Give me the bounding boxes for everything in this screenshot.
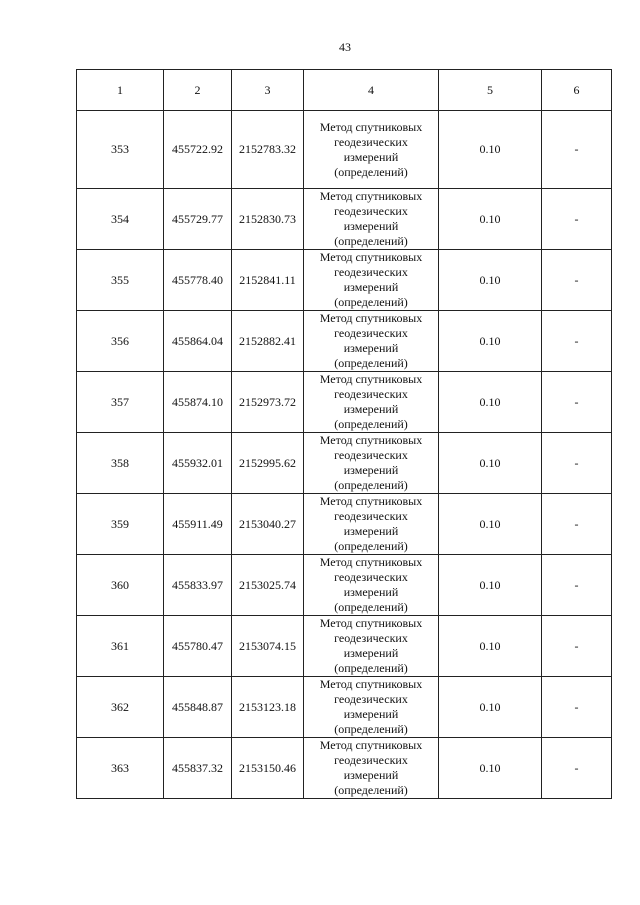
method-line: геодезических	[334, 326, 408, 340]
method-line: геодезических	[334, 631, 408, 645]
method-line: (определений)	[334, 295, 408, 309]
table-body	[77, 111, 612, 799]
note-cell: -	[542, 433, 612, 494]
method-line: измерений	[343, 280, 399, 294]
method-cell	[304, 111, 439, 189]
table-row	[77, 311, 612, 372]
method-line: измерений	[343, 341, 399, 355]
method-line: Метод спутниковых	[319, 119, 423, 134]
x-coordinate-cell: 455778.40	[164, 250, 232, 311]
header-col-3: 3	[232, 70, 304, 111]
method-line: (определений)	[334, 783, 408, 797]
table-row	[77, 616, 612, 677]
method-line: Метод спутниковых	[319, 555, 423, 569]
x-coordinate-cell: 455932.01	[164, 433, 232, 494]
table-row	[77, 433, 612, 494]
table-row	[77, 250, 612, 311]
method-line: измерений	[343, 402, 399, 416]
note-cell: -	[542, 372, 612, 433]
point-number-cell: 354	[77, 189, 164, 250]
point-number-cell: 361	[77, 616, 164, 677]
x-coordinate-cell: 455780.47	[164, 616, 232, 677]
method-line: геодезических	[334, 509, 408, 523]
point-number-cell: 362	[77, 677, 164, 738]
method-line: (определений)	[334, 661, 408, 675]
accuracy-cell: 0.10	[439, 189, 542, 250]
method-line: измерений	[343, 707, 399, 721]
accuracy-cell: 0.10	[439, 372, 542, 433]
y-coordinate-cell: 2153074.15	[232, 616, 304, 677]
method-line: геодезических	[334, 134, 408, 149]
accuracy-cell: 0.10	[439, 738, 542, 799]
method-line: геодезических	[334, 265, 408, 279]
method-cell	[304, 677, 439, 738]
method-line: Метод спутниковых	[319, 738, 423, 752]
method-line: геодезических	[334, 204, 408, 218]
point-number-cell: 359	[77, 494, 164, 555]
table-header	[77, 70, 612, 111]
point-number-cell: 360	[77, 555, 164, 616]
method-line: (определений)	[334, 478, 408, 492]
method-line: Метод спутниковых	[319, 494, 423, 508]
method-line: Метод спутниковых	[319, 311, 423, 325]
method-line: (определений)	[334, 417, 408, 431]
method-cell	[304, 372, 439, 433]
page-number: 43	[339, 40, 351, 54]
method-line: Метод спутниковых	[319, 189, 423, 203]
method-line: (определений)	[334, 539, 408, 553]
accuracy-cell: 0.10	[439, 250, 542, 311]
note-cell: -	[542, 189, 612, 250]
y-coordinate-cell: 2153123.18	[232, 677, 304, 738]
method-cell	[304, 616, 439, 677]
method-line: Метод спутниковых	[319, 677, 423, 691]
method-line: геодезических	[334, 570, 408, 584]
note-cell: -	[542, 311, 612, 372]
table-row	[77, 738, 612, 799]
method-cell	[304, 433, 439, 494]
table-row	[77, 189, 612, 250]
method-line: (определений)	[334, 356, 408, 370]
y-coordinate-cell: 2152830.73	[232, 189, 304, 250]
method-cell	[304, 494, 439, 555]
y-coordinate-cell: 2153040.27	[232, 494, 304, 555]
method-line: (определений)	[334, 722, 408, 736]
x-coordinate-cell: 455848.87	[164, 677, 232, 738]
header-col-2: 2	[164, 70, 232, 111]
point-number-cell: 358	[77, 433, 164, 494]
x-coordinate-cell: 455729.77	[164, 189, 232, 250]
method-line: измерений	[343, 585, 399, 599]
y-coordinate-cell: 2152882.41	[232, 311, 304, 372]
y-coordinate-cell: 2152783.32	[232, 111, 304, 189]
point-number-cell: 357	[77, 372, 164, 433]
note-cell: -	[542, 555, 612, 616]
accuracy-cell: 0.10	[439, 494, 542, 555]
note-cell: -	[542, 616, 612, 677]
point-number-cell: 353	[77, 111, 164, 189]
method-cell	[304, 555, 439, 616]
method-line: Метод спутниковых	[319, 372, 423, 386]
note-cell: -	[542, 494, 612, 555]
method-line: измерений	[343, 524, 399, 538]
point-number-cell: 363	[77, 738, 164, 799]
note-cell: -	[542, 111, 612, 189]
coordinates-table	[76, 69, 612, 799]
accuracy-cell: 0.10	[439, 616, 542, 677]
accuracy-cell: 0.10	[439, 433, 542, 494]
table-row	[77, 111, 612, 189]
x-coordinate-cell: 455722.92	[164, 111, 232, 189]
point-number-cell: 356	[77, 311, 164, 372]
method-line: геодезических	[334, 448, 408, 462]
method-line: (определений)	[334, 164, 408, 179]
accuracy-cell: 0.10	[439, 677, 542, 738]
method-cell	[304, 738, 439, 799]
method-line: измерений	[343, 646, 399, 660]
header-col-5: 5	[439, 70, 542, 111]
method-line: (определений)	[334, 600, 408, 614]
accuracy-cell: 0.10	[439, 555, 542, 616]
header-col-4: 4	[304, 70, 439, 111]
note-cell: -	[542, 738, 612, 799]
header-col-1: 1	[77, 70, 164, 111]
note-cell: -	[542, 250, 612, 311]
table-row	[77, 677, 612, 738]
x-coordinate-cell: 455911.49	[164, 494, 232, 555]
accuracy-cell: 0.10	[439, 311, 542, 372]
method-line: геодезических	[334, 387, 408, 401]
x-coordinate-cell: 455833.97	[164, 555, 232, 616]
x-coordinate-cell: 455837.32	[164, 738, 232, 799]
method-line: геодезических	[334, 753, 408, 767]
x-coordinate-cell: 455874.10	[164, 372, 232, 433]
method-line: Метод спутниковых	[319, 616, 423, 630]
method-line: геодезических	[334, 692, 408, 706]
method-line: Метод спутниковых	[319, 250, 423, 264]
accuracy-cell: 0.10	[439, 111, 542, 189]
table-row	[77, 494, 612, 555]
table-row	[77, 372, 612, 433]
method-cell	[304, 189, 439, 250]
method-cell	[304, 250, 439, 311]
y-coordinate-cell: 2152973.72	[232, 372, 304, 433]
x-coordinate-cell: 455864.04	[164, 311, 232, 372]
header-col-6: 6	[542, 70, 612, 111]
method-cell	[304, 311, 439, 372]
y-coordinate-cell: 2152995.62	[232, 433, 304, 494]
point-number-cell: 355	[77, 250, 164, 311]
table-row	[77, 555, 612, 616]
y-coordinate-cell: 2153025.74	[232, 555, 304, 616]
method-line: измерений	[343, 463, 399, 477]
y-coordinate-cell: 2153150.46	[232, 738, 304, 799]
method-line: измерений	[343, 768, 399, 782]
header-row	[77, 70, 612, 111]
method-line: измерений	[343, 149, 399, 164]
method-line: (определений)	[334, 234, 408, 248]
method-line: Метод спутниковых	[319, 433, 423, 447]
note-cell: -	[542, 677, 612, 738]
method-line: измерений	[343, 219, 399, 233]
y-coordinate-cell: 2152841.11	[232, 250, 304, 311]
